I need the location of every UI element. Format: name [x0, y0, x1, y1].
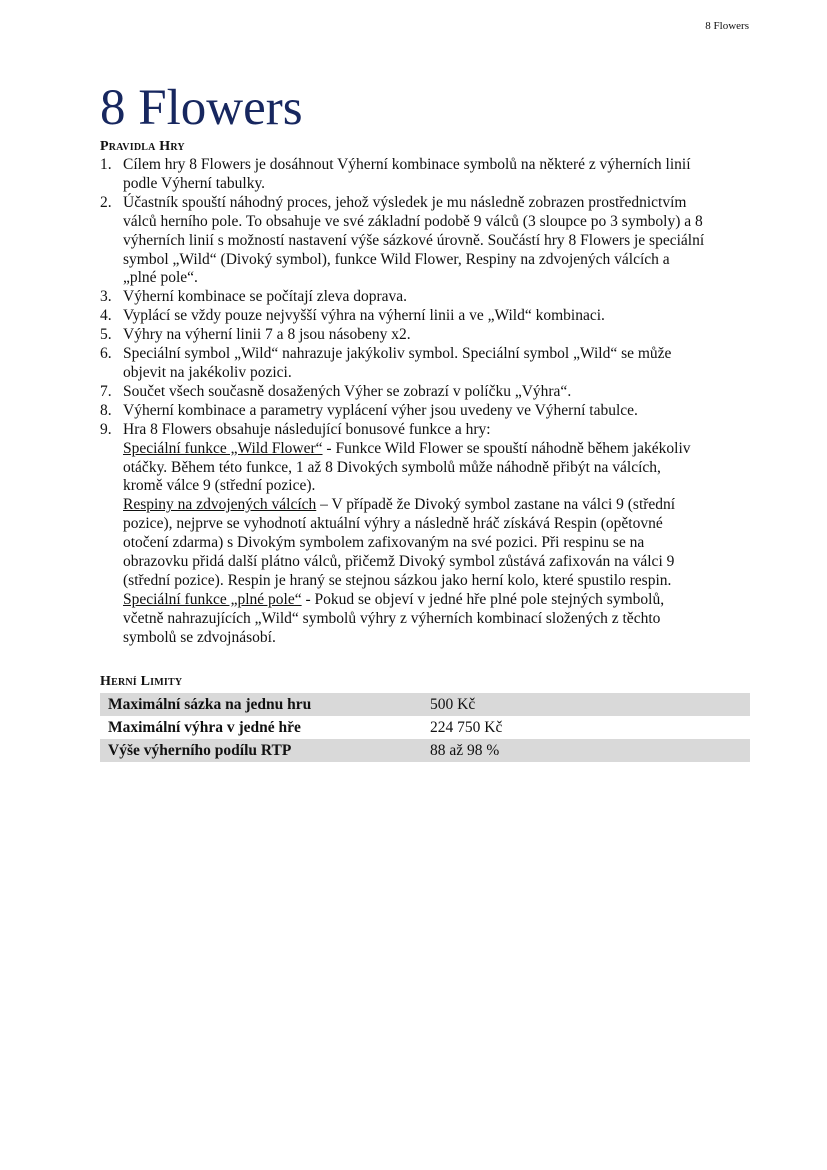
limits-row	[100, 693, 750, 716]
rule-text	[123, 383, 571, 402]
rule-number: 8.	[100, 401, 112, 419]
rule-number: 7.	[100, 382, 112, 400]
running-header: 8 Flowers	[705, 20, 749, 32]
feature-line: otáčky. Během této funkce, 1 až 8 Divokých symbolů může náhodně přibýt na válcích,	[123, 458, 661, 476]
limit-label: Výše výherního podílu RTP	[100, 739, 422, 762]
limits-table	[100, 693, 750, 762]
limit-label: Maximální sázka na jednu hru	[100, 693, 422, 716]
feature-first-line	[123, 591, 691, 610]
rule-line: Výherní kombinace se počítají zleva doprava.	[123, 288, 408, 306]
limits-row	[100, 739, 750, 762]
rule-item	[100, 326, 760, 345]
rule-number: 9.	[100, 420, 112, 438]
feature-line: (střední pozice). Respin je hraný se stejnou sázkou jako herní kolo, které spustilo respin.	[123, 571, 672, 589]
feature-line: pozice), nejprve se vyhodnotí aktuální výhry a následně hráč získává Respin (opětovné	[123, 515, 663, 533]
rules-list	[100, 156, 760, 648]
rule-text	[123, 288, 407, 307]
rule-line: „plné pole“.	[123, 269, 198, 287]
rule-line: Účastník spouští náhodný proces, jehož výsledek je mu následně zobrazen prostřednictvím	[123, 193, 687, 211]
feature-text: - Funkce Wild Flower se spouští náhodně během jakékoliv	[322, 439, 691, 457]
feature-line: kromě válce 9 (střední pozice).	[123, 477, 316, 495]
page-title: 8 Flowers	[100, 80, 303, 136]
rule-number: 4.	[100, 307, 112, 325]
feature-first-line	[123, 440, 691, 459]
feature-line: obrazovku přidá další plátno válců, přičemž Divoký symbol zůstává zafixován na válci 9	[123, 553, 675, 571]
rule-item	[100, 288, 760, 307]
rule-item	[100, 421, 760, 648]
limit-label: Maximální výhra v jedné hře	[108, 718, 301, 736]
rule-line: Výherní kombinace a parametry vyplácení výher jsou uvedeny ve Výherní tabulce.	[123, 401, 638, 419]
rule-text	[123, 345, 671, 383]
rule-text	[123, 156, 691, 194]
feature-line: otočení zdarma) s Divokým symbolem zafixovaným na své pozici. Při respinu se na	[123, 534, 645, 552]
feature-line: symbolů se zdvojnásobí.	[123, 628, 276, 646]
limits-row	[100, 716, 750, 739]
rule-item	[100, 345, 760, 383]
limits-heading: Herní Limity	[100, 674, 183, 689]
feature-line: včetně nahrazujících „Wild“ symbolů výhry z výherních kombinací složených z těchto	[123, 609, 661, 627]
rule-number: 3.	[100, 288, 112, 306]
feature-title: Speciální funkce „plné pole“	[123, 590, 302, 608]
rule-line: Součet všech současně dosažených Výher se zobrazí v políčku „Výhra“.	[123, 382, 572, 400]
limit-value: 88 až 98 %	[422, 739, 750, 762]
feature-first-line	[123, 496, 691, 515]
rule-line: objevit na jakékoliv pozici.	[123, 363, 292, 381]
rule-item	[100, 156, 760, 194]
rule-line: válců herního pole. To obsahuje ve své základní podobě 9 válců (3 sloupce po 3 symboly) a 8	[123, 212, 703, 230]
rule-line: Vyplácí se vždy pouze nejvyšší výhra na výherní linii a ve „Wild“ kombinaci.	[123, 307, 605, 325]
rule-line: Hra 8 Flowers obsahuje následující bonusové funkce a hry:	[123, 420, 491, 438]
rule-text	[123, 307, 605, 326]
rule-line: Výhry na výherní linii 7 a 8 jsou násobeny x2.	[123, 326, 411, 344]
rule-line: symbol „Wild“ (Divoký symbol), funkce Wild Flower, Respiny na zdvojených válcích a	[123, 250, 670, 268]
rule-line: Speciální symbol „Wild“ nahrazuje jakýkoliv symbol. Speciální symbol „Wild“ se může	[123, 345, 672, 363]
rule-item	[100, 194, 760, 289]
rules-heading: Pravidla Hry	[100, 139, 185, 154]
rule-item	[100, 307, 760, 326]
rule-number: 5.	[100, 326, 112, 344]
rule-text	[123, 326, 411, 345]
rule-line: podle Výherní tabulky.	[123, 174, 266, 192]
rule-line: výherních linií s možností nastavení výše sázkové úrovně. Součástí hry 8 Flowers je speciální	[123, 231, 705, 249]
feature-title: Speciální funkce „Wild Flower“	[123, 439, 323, 457]
rule-number: 2.	[100, 193, 112, 211]
rule-text	[123, 194, 704, 289]
limit-value: 224 750 Kč	[430, 718, 503, 736]
rule-text	[123, 421, 691, 648]
rule-number: 1.	[100, 156, 112, 173]
feature-title: Respiny na zdvojených válcích	[123, 496, 317, 514]
rule-line: Cílem hry 8 Flowers je dosáhnout Výherní kombinace symbolů na některé z výherních linií	[123, 156, 691, 173]
rule-number: 6.	[100, 345, 112, 363]
feature-text: - Pokud se objeví v jedné hře plné pole stejných symbolů,	[301, 590, 665, 608]
rule-text	[123, 402, 638, 421]
rule-item	[100, 383, 760, 402]
rule-item	[100, 402, 760, 421]
feature-text: – V případě že Divoký symbol zastane na válci 9 (střední	[316, 496, 676, 514]
limit-value: 500 Kč	[422, 693, 750, 716]
